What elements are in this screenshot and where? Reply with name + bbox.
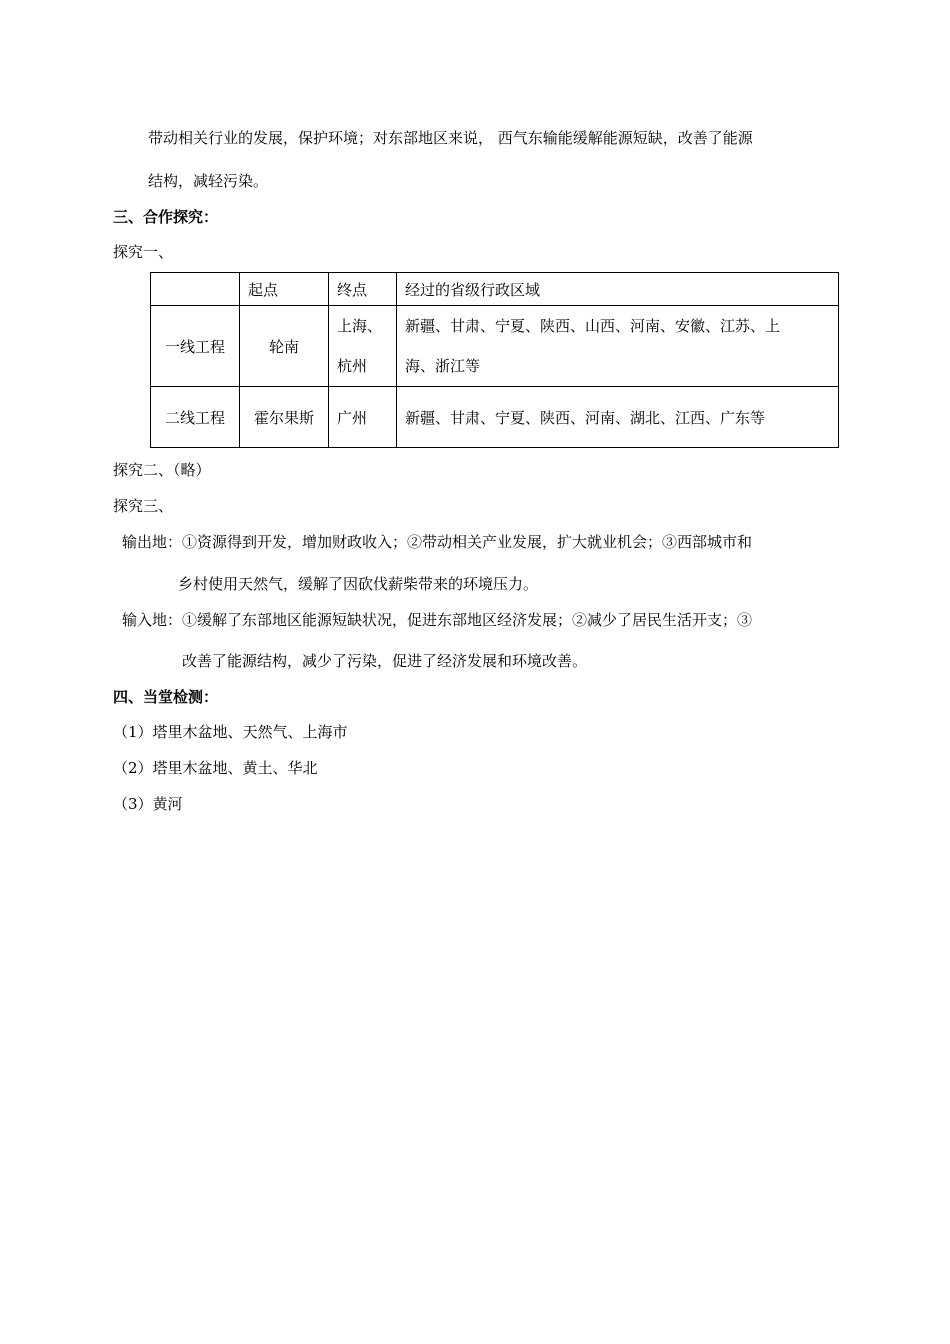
table-row: [151, 306, 839, 387]
intro-line-2: 结构，减轻污染。: [148, 172, 269, 190]
end-point-line: 杭州: [337, 357, 368, 375]
table-header-cell: [151, 273, 240, 306]
input-line-2: 改善了能源结构，减少了污染，促进了经济发展和环境改善。: [182, 652, 588, 670]
explore-2-label: 探究二、（略）: [113, 461, 211, 479]
section-4-heading: 四、当堂检测：: [113, 688, 219, 706]
start-point-cell: 轮南: [240, 306, 329, 387]
regions-line: 新疆、甘肃、宁夏、陕西、山西、河南、安徽、江苏、上: [405, 317, 781, 335]
pipeline-table: [150, 272, 839, 448]
output-line-2: 乡村使用天然气，缓解了因砍伐薪柴带来的环境压力。: [178, 575, 539, 593]
check-item: （2）塔里木盆地、黄土、华北: [113, 759, 318, 777]
project-name-cell: 一线工程: [151, 306, 240, 387]
table-header-cell: 起点: [240, 273, 329, 306]
output-line-1: 输出地：①资源得到开发，增加财政收入；②带动相关产业发展，扩大就业机会；③西部城市和: [122, 533, 753, 551]
section-3-heading: 三、合作探究：: [113, 208, 219, 226]
project-name-cell: 二线工程: [151, 387, 240, 448]
regions-cell: 新疆、甘肃、宁夏、陕西、河南、湖北、江西、广东等: [397, 387, 839, 448]
intro-line-1: 带动相关行业的发展，保护环境；对东部地区来说， 西气东输能缓解能源短缺，改善了能源: [148, 129, 753, 147]
end-point-cell: 广州: [329, 387, 397, 448]
regions-line: 海、浙江等: [405, 357, 481, 375]
input-line-1: 输入地：①缓解了东部地区能源短缺状况，促进东部地区经济发展；②减少了居民生活开支；③: [122, 611, 753, 629]
explore-1-label: 探究一、: [113, 243, 174, 261]
end-point-line: 上海、: [337, 317, 383, 335]
check-item: （3）黄河: [113, 795, 183, 813]
explore-3-label: 探究三、: [113, 497, 174, 515]
start-point-cell: 霍尔果斯: [240, 387, 329, 448]
table-row: [151, 387, 839, 448]
end-point-cell: [329, 306, 397, 387]
regions-cell: [397, 306, 839, 387]
table-header-cell: 终点: [329, 273, 397, 306]
check-item: （1）塔里木盆地、天然气、上海市: [113, 723, 348, 741]
table-header-cell: 经过的省级行政区域: [397, 273, 839, 306]
table-header-row: [151, 273, 839, 306]
